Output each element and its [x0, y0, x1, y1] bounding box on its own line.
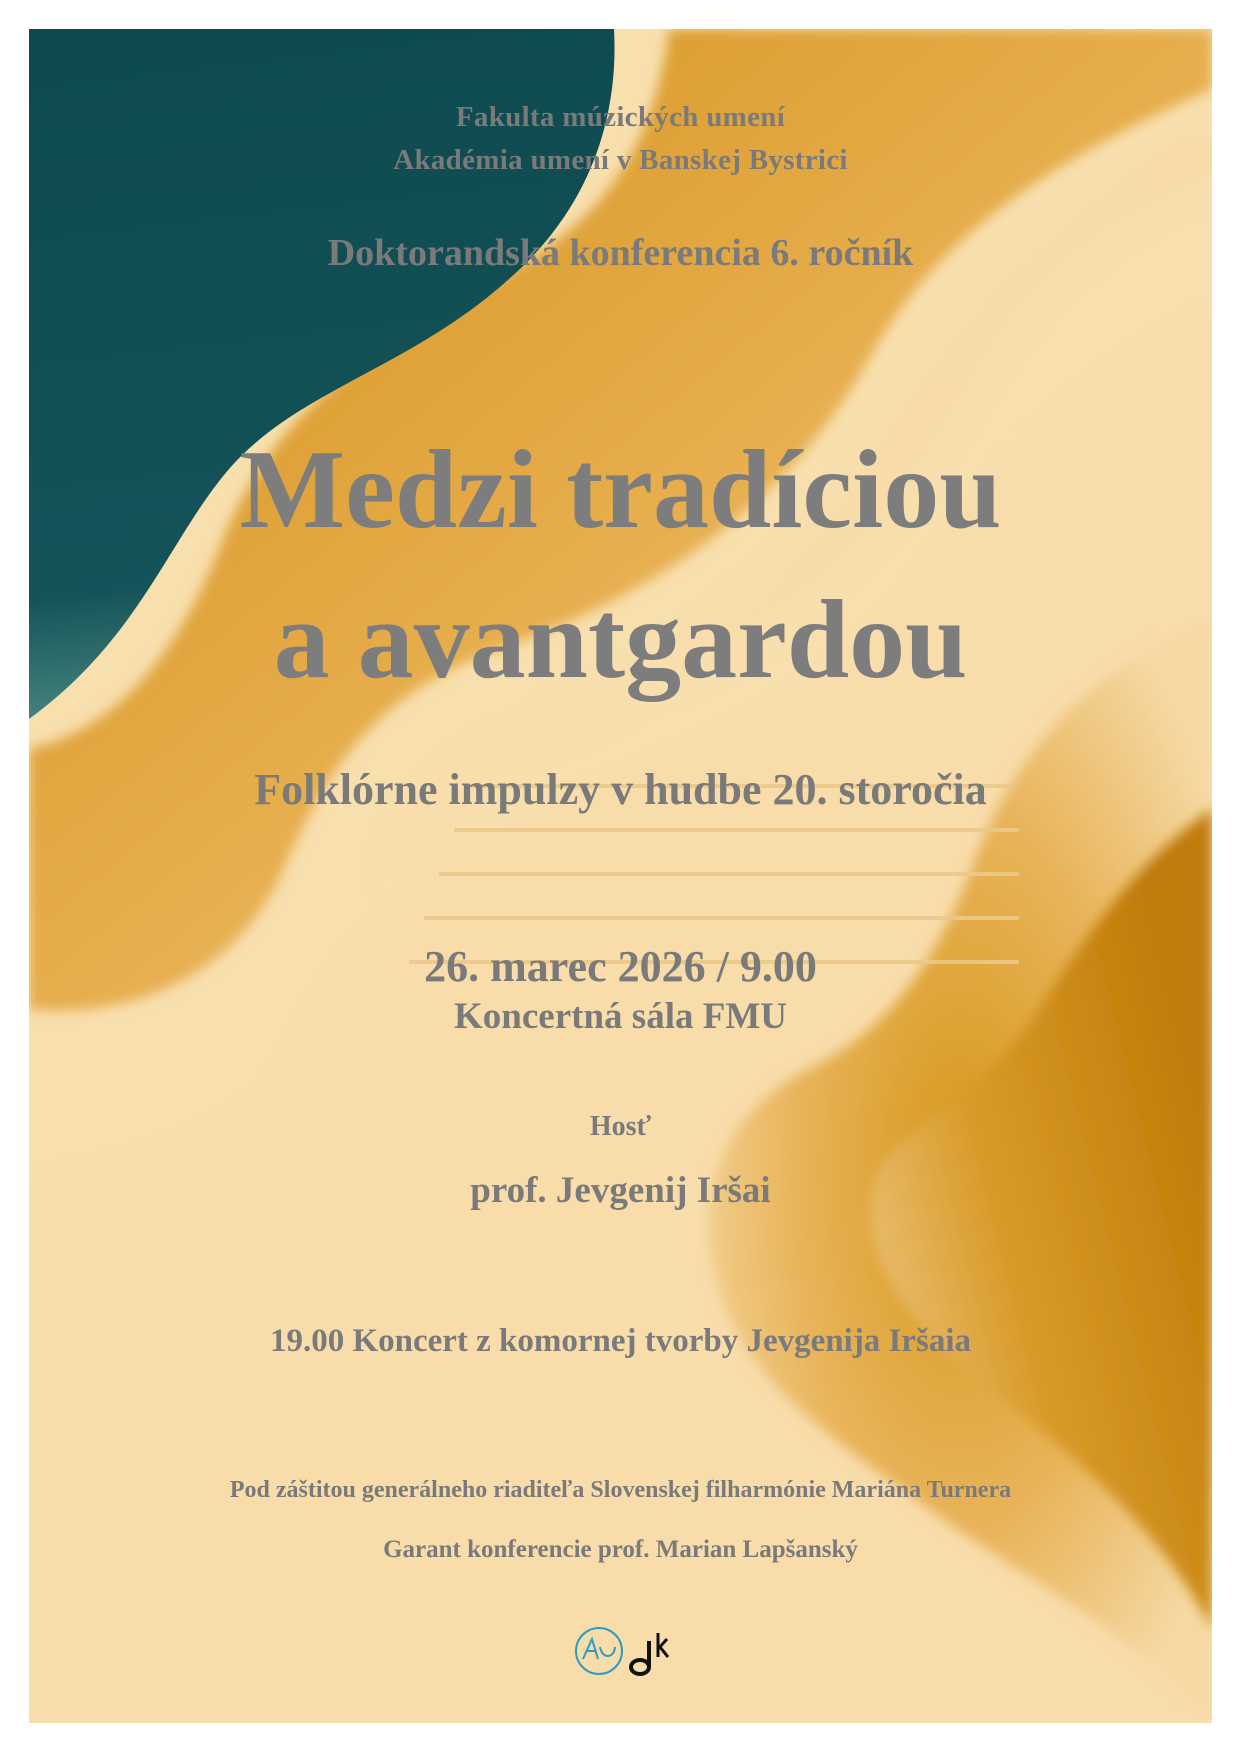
academy-logo-icon [573, 1625, 625, 1677]
subtitle: Folklórne impulzy v hudbe 20. storočia [254, 765, 987, 814]
title-line-2: a avantgardou [273, 578, 968, 702]
poster [29, 29, 1212, 1723]
guarantor-line: Garant konferencie prof. Marian Lapšanský [383, 1536, 858, 1563]
academy-name: Akadémia umení v Banskej Bystrici [393, 144, 848, 176]
conference-label: Doktorandská konferencia 6. ročník [327, 232, 914, 274]
venue: Koncertná sála FMU [454, 996, 787, 1037]
title-line-1: Medzi tradíciou [239, 428, 1002, 552]
music-note-logo-icon [627, 1627, 673, 1681]
guest-label: Hosť [589, 1111, 652, 1142]
faculty-name: Fakulta múzických umení [455, 101, 786, 133]
background-waves [29, 29, 1212, 1723]
guest-name: prof. Jevgenij Iršai [470, 1170, 771, 1211]
patronage-line: Pod záštitou generálneho riaditeľa Slovenskej filharmónie Mariána Turnera [229, 1477, 1012, 1503]
date-time: 26. marec 2026 / 9.00 [424, 942, 817, 991]
concert-info: 19.00 Koncert z komornej tvorby Jevgenija Iršaia [269, 1323, 972, 1359]
